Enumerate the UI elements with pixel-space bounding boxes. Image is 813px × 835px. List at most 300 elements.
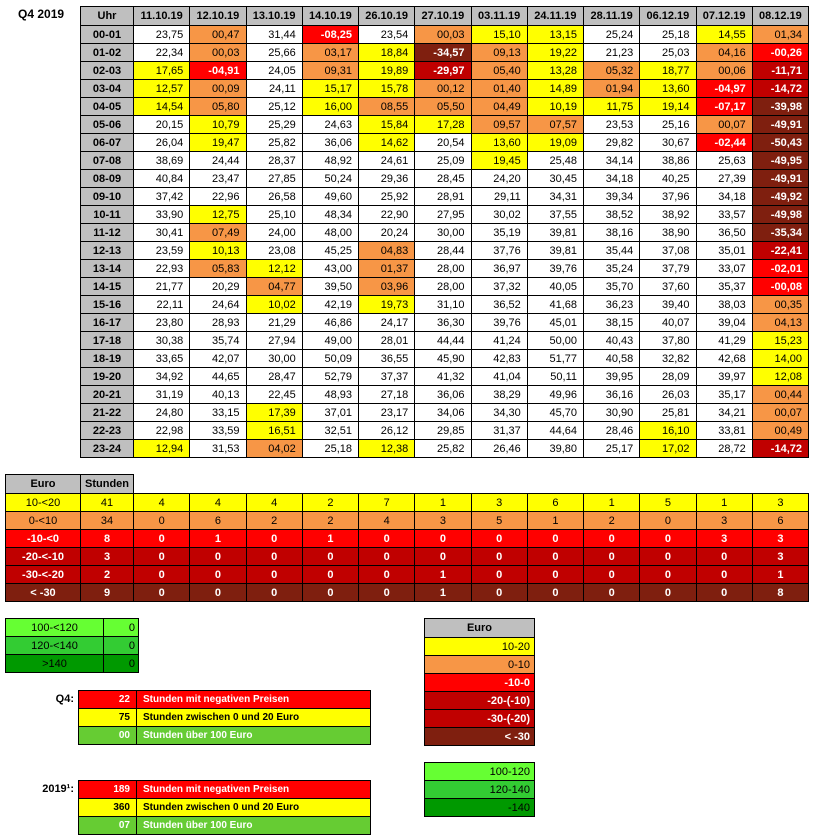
price-cell: 03,17 [302,44,358,62]
price-cell: 38,29 [471,386,527,404]
price-cell: 49,96 [527,386,583,404]
count-cell: 0 [696,548,752,566]
hour-label: 04-05 [81,98,134,116]
price-cell: 04,13 [752,314,808,332]
year-summary-table [78,780,371,835]
table-row [81,422,809,440]
table-row [81,26,809,44]
price-cell: 34,18 [696,188,752,206]
price-cell: 24,05 [246,62,302,80]
price-cell: 12,75 [190,206,246,224]
summary-row [79,799,371,817]
price-cell: 00,35 [752,296,808,314]
hour-label: 14-15 [81,278,134,296]
price-cell: 19,89 [359,62,415,80]
price-cell: 30,90 [584,404,640,422]
count-total: 2 [81,566,134,584]
count-cell: 8 [752,584,808,602]
price-cell: 28,00 [415,260,471,278]
price-cell: 37,55 [527,206,583,224]
price-cell: -50,43 [752,134,808,152]
price-cell: 25,17 [584,440,640,458]
price-cell: 28,47 [246,368,302,386]
price-cell: 25,12 [246,98,302,116]
price-cell: 01,34 [752,26,808,44]
price-cell: 28,01 [359,332,415,350]
table-row [81,332,809,350]
count-cell: 0 [527,566,583,584]
count-range-label: -30-<-20 [6,566,81,584]
price-cell: 12,94 [134,440,190,458]
price-cell: 08,55 [359,98,415,116]
price-cell: 12,12 [246,260,302,278]
price-cell: 01,40 [471,80,527,98]
price-cell: 25,10 [246,206,302,224]
count-cell: 0 [302,584,358,602]
table-row [81,170,809,188]
count-cell: 0 [640,548,696,566]
price-cell: 19,47 [190,134,246,152]
summary-number: 00 [79,727,137,745]
table-row [81,44,809,62]
column-header-hour: Uhr [81,7,134,26]
price-cell: 05,50 [415,98,471,116]
price-cell: 38,69 [134,152,190,170]
price-cell: 36,16 [584,386,640,404]
count-cell: 2 [584,512,640,530]
count-cell: 0 [302,548,358,566]
price-cell: 41,04 [471,368,527,386]
price-cell: -02,01 [752,260,808,278]
price-cell: 13,15 [527,26,583,44]
price-cell: 14,00 [752,350,808,368]
summary-number: 22 [79,691,137,709]
price-cell: 30,00 [415,224,471,242]
price-cell: 39,40 [640,296,696,314]
price-cell: 25,16 [640,116,696,134]
price-cell: 44,44 [415,332,471,350]
price-cell: 34,06 [415,404,471,422]
price-cell: 05,80 [190,98,246,116]
price-cell: 18,84 [359,44,415,62]
price-cell: 17,39 [246,404,302,422]
price-cell: 44,65 [190,368,246,386]
count-cell: 2 [302,494,358,512]
count-cell: 1 [584,494,640,512]
price-cell: 23,53 [584,116,640,134]
price-cell: 36,55 [359,350,415,368]
price-cell: 00,49 [752,422,808,440]
price-cell: 19,73 [359,296,415,314]
count-header-hours: Stunden [81,475,134,494]
price-cell: 36,30 [415,314,471,332]
summary-number: 75 [79,709,137,727]
price-cell: 01,37 [359,260,415,278]
price-cell: 35,37 [696,278,752,296]
price-cell: 33,57 [696,206,752,224]
count-cell: 0 [246,584,302,602]
price-cell: 25,48 [527,152,583,170]
price-cell: 12,57 [134,80,190,98]
price-cell: -00,26 [752,44,808,62]
legend-green-item: -140 [425,799,535,817]
price-cell: 22,98 [134,422,190,440]
count-cell: 3 [752,494,808,512]
price-cell: 38,15 [584,314,640,332]
price-cell: 28,44 [415,242,471,260]
price-cell: 36,50 [696,224,752,242]
price-cell: 29,85 [415,422,471,440]
price-cell: 33,07 [696,260,752,278]
table-row [81,296,809,314]
count-cell: 4 [190,494,246,512]
price-cell: 25,66 [246,44,302,62]
price-cell: 07,57 [527,116,583,134]
price-cell: 22,96 [190,188,246,206]
count-range-label: < -30 [6,584,81,602]
price-cell: 16,00 [302,98,358,116]
price-cell: 46,86 [302,314,358,332]
price-cell: -04,97 [696,80,752,98]
price-cell: 45,01 [527,314,583,332]
table-row [81,188,809,206]
table-row [81,350,809,368]
column-header-date: 28.11.19 [584,7,640,26]
price-cell: 00,07 [696,116,752,134]
count-row [6,512,809,530]
price-cell: 15,84 [359,116,415,134]
price-cell: 45,90 [415,350,471,368]
column-header-date: 14.10.19 [302,7,358,26]
price-cell: 20,29 [190,278,246,296]
count-cell: 4 [134,494,190,512]
price-cell: 33,65 [134,350,190,368]
price-cell: 31,19 [134,386,190,404]
price-cell: 23,47 [190,170,246,188]
price-cell: 04,49 [471,98,527,116]
price-cell: 05,40 [471,62,527,80]
table-row [81,152,809,170]
price-cell: 30,41 [134,224,190,242]
count-cell: 3 [752,548,808,566]
count-cell: 0 [246,566,302,584]
price-cell: 14,89 [527,80,583,98]
high-count: 0 [104,619,139,637]
count-total: 41 [81,494,134,512]
price-cell: 18,77 [640,62,696,80]
count-cell: 6 [190,512,246,530]
price-cell: 30,67 [640,134,696,152]
count-cell: 0 [640,530,696,548]
price-cell: 37,76 [471,242,527,260]
count-range-label: 0-<10 [6,512,81,530]
price-cell: 24,44 [190,152,246,170]
price-cell: 26,12 [359,422,415,440]
price-cell: 00,07 [752,404,808,422]
price-cell: 03,96 [359,278,415,296]
price-cell: 28,93 [190,314,246,332]
count-cell: 0 [527,584,583,602]
count-cell: 0 [471,566,527,584]
column-header-date: 07.12.19 [696,7,752,26]
price-cell: 30,02 [471,206,527,224]
hour-label: 01-02 [81,44,134,62]
price-cell: 27,85 [246,170,302,188]
count-cell: 3 [415,512,471,530]
column-header-date: 11.10.19 [134,7,190,26]
count-header-euro: Euro [6,475,81,494]
hour-label: 20-21 [81,386,134,404]
price-cell: 40,84 [134,170,190,188]
price-cell: 00,09 [190,80,246,98]
price-cell: 35,74 [190,332,246,350]
price-cell: 00,03 [415,26,471,44]
price-cell: 17,02 [640,440,696,458]
count-cell: 7 [359,494,415,512]
table-row [81,242,809,260]
count-cell: 1 [415,584,471,602]
price-cell: 20,15 [134,116,190,134]
summary-row [79,781,371,799]
count-total: 8 [81,530,134,548]
hour-label: 10-11 [81,206,134,224]
price-cell: 00,12 [415,80,471,98]
price-cell: 15,23 [752,332,808,350]
price-cell: -02,44 [696,134,752,152]
price-cell: 10,19 [527,98,583,116]
summary-text: Stunden zwischen 0 und 20 Euro [137,799,371,817]
price-cell: 25,92 [359,188,415,206]
hour-label: 15-16 [81,296,134,314]
column-header-date: 12.10.19 [190,7,246,26]
price-cell: 26,04 [134,134,190,152]
price-cell: 00,06 [696,62,752,80]
count-cell: 0 [359,530,415,548]
price-cell: 37,37 [359,368,415,386]
price-cell: -49,91 [752,116,808,134]
price-cell: 48,34 [302,206,358,224]
price-cell: 15,78 [359,80,415,98]
table-row [81,386,809,404]
price-cell: 39,97 [696,368,752,386]
price-cell: 38,03 [696,296,752,314]
price-cell: 37,01 [302,404,358,422]
price-cell: 50,24 [302,170,358,188]
count-total: 34 [81,512,134,530]
price-cell: 31,10 [415,296,471,314]
summary-number: 360 [79,799,137,817]
price-cell: 21,23 [584,44,640,62]
price-cell: -04,91 [190,62,246,80]
price-cell: 26,03 [640,386,696,404]
count-cell: 0 [527,530,583,548]
high-row [6,637,139,655]
price-cell: 37,80 [640,332,696,350]
table-row [81,62,809,80]
price-cell: 33,59 [190,422,246,440]
count-cell: 0 [640,512,696,530]
price-cell: 24,63 [302,116,358,134]
price-cell: 38,90 [640,224,696,242]
price-cell: 30,00 [246,350,302,368]
count-cell: 0 [584,584,640,602]
price-cell: 01,94 [584,80,640,98]
price-cell: 36,97 [471,260,527,278]
price-cell: 42,19 [302,296,358,314]
hour-label: 00-01 [81,26,134,44]
price-cell: 42,68 [696,350,752,368]
price-cell: 16,51 [246,422,302,440]
price-cell: 10,02 [246,296,302,314]
price-cell: 33,90 [134,206,190,224]
price-cell: 28,46 [584,422,640,440]
price-cell: 12,08 [752,368,808,386]
price-cell: 40,25 [640,170,696,188]
price-cell: 04,77 [246,278,302,296]
price-cell: 30,38 [134,332,190,350]
hour-label: 03-04 [81,80,134,98]
price-cell: 17,28 [415,116,471,134]
price-cell: 19,14 [640,98,696,116]
price-cell: 42,07 [190,350,246,368]
price-cell: 41,29 [696,332,752,350]
price-cell: -49,95 [752,152,808,170]
green-legend [424,762,535,817]
price-cell: 00,47 [190,26,246,44]
count-cell: 3 [752,530,808,548]
price-cell: 07,49 [190,224,246,242]
price-cell: -11,71 [752,62,808,80]
summary-text: Stunden mit negativen Preisen [137,781,371,799]
price-cell: 09,13 [471,44,527,62]
count-total: 3 [81,548,134,566]
price-cell: 25,09 [415,152,471,170]
legend-header: Euro [425,619,535,638]
count-cell: 0 [471,530,527,548]
price-cell: -49,91 [752,170,808,188]
legend-green-item: 100-120 [425,763,535,781]
price-cell: 40,05 [527,278,583,296]
price-cell: 23,80 [134,314,190,332]
price-cell: 14,62 [359,134,415,152]
summary-row [79,727,371,745]
price-cell: 41,32 [415,368,471,386]
price-cell: 24,20 [471,170,527,188]
count-range-label: -10-<0 [6,530,81,548]
column-header-date: 27.10.19 [415,7,471,26]
count-cell: 3 [696,512,752,530]
column-header-date: 08.12.19 [752,7,808,26]
price-cell: 44,64 [527,422,583,440]
count-cell: 0 [640,584,696,602]
count-cell: 0 [471,584,527,602]
count-cell: 5 [640,494,696,512]
price-cell: -34,57 [415,44,471,62]
count-cell: 0 [584,530,640,548]
price-cell: -08,25 [302,26,358,44]
price-cell: 12,38 [359,440,415,458]
price-cell: 22,93 [134,260,190,278]
price-cell: 40,58 [584,350,640,368]
hour-label: 19-20 [81,368,134,386]
table-row [81,80,809,98]
summary-number: 189 [79,781,137,799]
price-cell: 35,44 [584,242,640,260]
price-cell: 19,22 [527,44,583,62]
count-cell: 0 [134,548,190,566]
price-cell: 04,16 [696,44,752,62]
price-cell: 39,76 [527,260,583,278]
count-cell: 0 [640,566,696,584]
price-cell: -14,72 [752,80,808,98]
column-header-date: 03.11.19 [471,7,527,26]
summary-row [79,817,371,835]
price-cell: 26,46 [471,440,527,458]
column-header-date: 24.11.19 [527,7,583,26]
price-cell: 28,72 [696,440,752,458]
hour-label: 13-14 [81,260,134,278]
column-header-date: 06.12.19 [640,7,696,26]
price-cell: 27,94 [246,332,302,350]
price-cell: 15,10 [471,26,527,44]
price-cell: 38,52 [584,206,640,224]
price-cell: 24,17 [359,314,415,332]
price-cell: 41,24 [471,332,527,350]
count-cell: 1 [415,566,471,584]
price-cell: 39,81 [527,242,583,260]
hour-label: 05-06 [81,116,134,134]
price-cell: 50,11 [527,368,583,386]
high-row [6,655,139,673]
hour-label: 07-08 [81,152,134,170]
price-cell: 32,82 [640,350,696,368]
count-cell: 1 [527,512,583,530]
price-cell: 28,37 [246,152,302,170]
high-range-label: 100-<120 [6,619,104,637]
price-cell: 34,31 [527,188,583,206]
price-cell: -22,41 [752,242,808,260]
count-cell: 0 [134,566,190,584]
count-cell: 4 [246,494,302,512]
price-cell: 23,17 [359,404,415,422]
price-cell: 13,60 [640,80,696,98]
price-cell: -14,72 [752,440,808,458]
price-cell: 37,60 [640,278,696,296]
price-cell: 19,09 [527,134,583,152]
count-cell: 0 [415,530,471,548]
price-cell: 13,60 [471,134,527,152]
price-cell: 35,24 [584,260,640,278]
table-row [81,98,809,116]
summary-text: Stunden zwischen 0 und 20 Euro [137,709,371,727]
price-cell: 31,44 [246,26,302,44]
price-cell: 09,31 [302,62,358,80]
price-cell: 28,91 [415,188,471,206]
price-cell: 25,82 [246,134,302,152]
count-cell: 2 [246,512,302,530]
price-cell: 09,57 [471,116,527,134]
price-cell: 36,06 [302,134,358,152]
count-cell: 0 [134,530,190,548]
price-cell: 42,83 [471,350,527,368]
price-cell: 37,32 [471,278,527,296]
count-cell: 0 [359,548,415,566]
price-cell: 25,18 [302,440,358,458]
price-cell: 04,02 [246,440,302,458]
price-cell: 25,81 [640,404,696,422]
price-cell: 34,30 [471,404,527,422]
count-cell: 0 [134,512,190,530]
